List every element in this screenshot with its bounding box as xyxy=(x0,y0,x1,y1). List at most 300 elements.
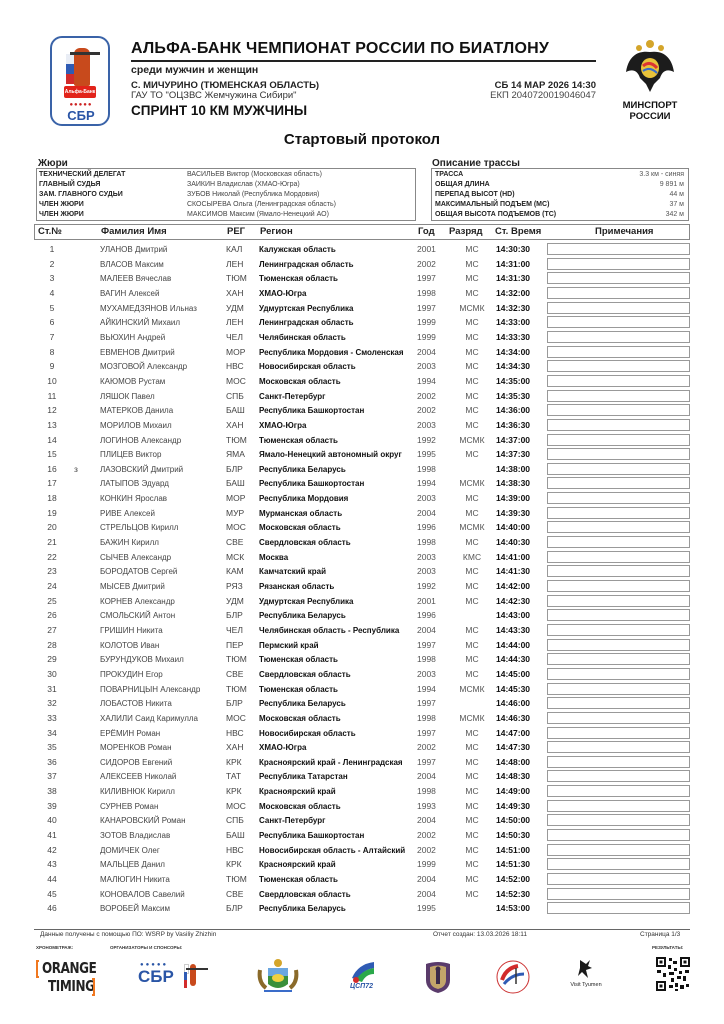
start-number: 11 xyxy=(47,390,57,401)
notes-field[interactable] xyxy=(547,580,690,592)
sport-rank: МС xyxy=(465,668,479,679)
sport-rank: МС xyxy=(465,727,479,738)
region-name: Республика Беларусь xyxy=(259,699,346,709)
notes-field[interactable] xyxy=(547,287,690,299)
birth-year: 2002 xyxy=(417,390,436,401)
course-row xyxy=(435,200,684,210)
start-time: 14:50:30 xyxy=(496,830,531,840)
table-row xyxy=(34,346,690,359)
results-qr-code[interactable] xyxy=(655,956,691,992)
sport-rank: МС xyxy=(465,581,479,591)
region-name: Московская область xyxy=(259,801,341,811)
tyumen-coat-of-arms-icon xyxy=(256,958,300,996)
region-code: УДМ xyxy=(226,302,244,313)
notes-field[interactable] xyxy=(547,785,690,797)
start-number: 32 xyxy=(47,698,57,709)
table-row xyxy=(34,741,690,754)
page-number: Страница 1/3 xyxy=(640,931,681,938)
athlete-name: МОРИЛОВ Михаил xyxy=(100,420,172,430)
col-header-start-time: Ст. Время xyxy=(495,226,542,237)
sport-rank: МС xyxy=(465,287,479,298)
region-name: Московская область xyxy=(259,523,341,533)
table-row xyxy=(34,448,690,461)
birth-year: 2003 xyxy=(417,566,436,577)
region-code: БАШ xyxy=(226,405,245,416)
footer-divider xyxy=(34,929,690,930)
notes-field[interactable] xyxy=(547,477,690,489)
athlete-name: ЗОТОВ Владислав xyxy=(100,831,171,840)
table-row xyxy=(34,390,690,403)
birth-year: 1999 xyxy=(417,859,436,870)
start-time: 14:43:30 xyxy=(496,624,531,635)
title-divider xyxy=(131,60,596,62)
athlete-name: ВЛАСОВ Максим xyxy=(100,259,164,269)
notes-field[interactable] xyxy=(547,814,690,826)
region-name: Тюменская область xyxy=(259,875,338,884)
region-code: НВС xyxy=(226,844,244,855)
notes-field[interactable] xyxy=(547,346,690,358)
birth-year: 2004 xyxy=(417,874,436,884)
course-parameter: ОБЩАЯ ДЛИНА xyxy=(435,181,490,188)
col-header-region: Регион xyxy=(260,226,293,237)
start-number: 29 xyxy=(47,654,57,665)
start-time: 14:41:30 xyxy=(496,566,531,577)
notes-field[interactable] xyxy=(547,536,690,548)
sport-rank: МС xyxy=(465,654,479,665)
notes-field[interactable] xyxy=(547,756,690,768)
birth-year: 1998 xyxy=(417,654,436,665)
notes-field[interactable] xyxy=(547,272,690,284)
course-value: 9 891 м xyxy=(659,181,684,188)
region-code: ХАН xyxy=(226,419,244,430)
region-name: Санкт-Петербург xyxy=(259,816,326,826)
region-name: Новосибирская область - Алтайский xyxy=(259,845,406,855)
athlete-name: АЙКИНСКИЙ Михаил xyxy=(100,318,181,328)
birth-year: 1998 xyxy=(417,786,436,797)
sport-rank: МС xyxy=(465,390,479,401)
sport-rank: МС xyxy=(465,639,479,650)
table-row xyxy=(34,536,690,549)
timing-label: ХРОНОМЕТРАЖ: xyxy=(36,945,74,950)
start-time: 14:44:30 xyxy=(496,654,531,665)
region-code: БЛР xyxy=(226,463,243,474)
region-name: ХМАО-Югра xyxy=(259,420,307,430)
region-name: Камчатский край xyxy=(259,567,327,577)
athlete-name: МОРЕНКОВ Роман xyxy=(100,743,172,753)
athlete-name: ПОВАРНИЦЫН Александр xyxy=(100,684,201,694)
region-name: Челябинская область xyxy=(259,332,346,342)
sport-rank: МС xyxy=(465,507,479,518)
region-code: КРК xyxy=(226,756,242,767)
table-row xyxy=(34,551,690,564)
athlete-name: ЕВМЕНОВ Дмитрий xyxy=(100,347,175,357)
birth-year: 1998 xyxy=(417,463,436,474)
sport-school-shield-icon xyxy=(424,960,452,994)
athlete-name: КОРНЕВ Александр xyxy=(100,596,175,606)
athlete-name: ДОМИЧЕК Олег xyxy=(100,845,160,855)
birth-year: 2002 xyxy=(417,258,436,269)
region-code: КАЛ xyxy=(226,244,243,254)
birth-year: 1997 xyxy=(417,727,436,738)
sport-rank: МС xyxy=(465,493,479,504)
col-header-name: Фамилия Имя xyxy=(101,226,167,237)
notes-field[interactable] xyxy=(547,331,690,343)
birth-year: 2004 xyxy=(417,624,436,635)
course-value: 342 м xyxy=(665,211,684,218)
start-time: 14:51:30 xyxy=(496,859,531,870)
athlete-name: РИВЕ Алексей xyxy=(100,508,155,518)
region-name: Свердловская область xyxy=(259,538,351,547)
start-time: 14:41:00 xyxy=(496,551,531,562)
start-number: 13 xyxy=(47,419,57,430)
sport-rank: МСМК xyxy=(459,434,485,445)
start-time: 14:38:00 xyxy=(496,463,531,474)
region-name: Тюменская область xyxy=(259,655,338,665)
start-number: 31 xyxy=(47,683,57,694)
notes-field[interactable] xyxy=(547,595,690,607)
athlete-name: БОРОДАТОВ Сергей xyxy=(100,567,178,577)
sport-rank: МС xyxy=(465,346,479,357)
region-code: ТЮМ xyxy=(226,654,247,665)
start-time: 14:39:30 xyxy=(496,507,531,518)
region-code: МУР xyxy=(226,507,245,518)
region-name: Пермский край xyxy=(259,640,319,650)
start-number: 4 xyxy=(49,287,55,298)
table-row xyxy=(34,639,690,652)
notes-field[interactable] xyxy=(547,888,690,900)
athlete-name: СЫЧЕВ Александр xyxy=(100,552,172,562)
birth-year: 1998 xyxy=(417,712,436,723)
start-time: 14:30:30 xyxy=(496,244,531,254)
region-code: МСК xyxy=(226,551,245,562)
timing-logo-line1: ORANGE xyxy=(42,959,97,977)
notes-field[interactable] xyxy=(547,360,690,372)
start-number: 25 xyxy=(47,595,57,606)
table-row xyxy=(34,434,690,447)
athlete-name: ЛОГИНОВ Александр xyxy=(100,435,182,445)
region-name: Республика Мордовия - Смоленская xyxy=(259,347,404,357)
notes-field[interactable] xyxy=(547,258,690,270)
region-code: МОС xyxy=(226,800,246,811)
table-row xyxy=(34,258,690,271)
notes-field[interactable] xyxy=(547,902,690,914)
notes-field[interactable] xyxy=(547,434,690,446)
birth-year: 2001 xyxy=(417,244,436,254)
table-row xyxy=(34,785,690,798)
document-title: Стартовый протокол xyxy=(283,131,441,148)
start-number: 23 xyxy=(47,566,57,577)
start-number: 16 xyxy=(47,463,57,474)
athlete-name: ЕРЁМИН Роман xyxy=(100,728,161,738)
athlete-name: КОНКИН Ярослав xyxy=(100,494,168,504)
region-code: ЛЕН xyxy=(226,258,244,269)
athlete-name: МОЗГОВОЙ Александр xyxy=(100,362,188,372)
table-row xyxy=(34,521,690,534)
notes-field[interactable] xyxy=(547,683,690,695)
start-time: 14:44:00 xyxy=(496,639,531,650)
notes-field[interactable] xyxy=(547,302,690,314)
start-number: 34 xyxy=(47,727,57,738)
start-number: 22 xyxy=(47,551,57,562)
notes-field[interactable] xyxy=(547,844,690,856)
biathlon-center-logo-icon xyxy=(496,960,530,994)
notes-field[interactable] xyxy=(547,243,690,255)
athlete-name: УЛАНОВ Дмитрий xyxy=(100,245,168,254)
notes-field[interactable] xyxy=(547,697,690,709)
sport-rank: МС xyxy=(465,830,479,840)
table-row xyxy=(34,814,690,827)
start-time: 14:33:00 xyxy=(496,317,531,328)
start-time: 14:45:30 xyxy=(496,683,531,694)
birth-year: 2002 xyxy=(417,830,436,840)
start-time: 14:47:30 xyxy=(496,742,531,753)
region-code: БЛР xyxy=(226,610,243,621)
course-description-label: Описание трассы xyxy=(432,158,520,169)
athlete-name: КОЛОТОВ Иван xyxy=(100,640,160,650)
athlete-name: ХАЛИЛИ Саид Каримулла xyxy=(100,713,198,723)
start-number: 46 xyxy=(47,903,57,914)
notes-field[interactable] xyxy=(547,463,690,475)
jury-label: Жюри xyxy=(38,158,68,169)
table-row xyxy=(34,595,690,608)
start-time: 14:52:00 xyxy=(496,874,531,884)
notes-field[interactable] xyxy=(547,800,690,812)
table-header xyxy=(34,224,690,240)
region-code: ТЮМ xyxy=(226,273,247,284)
sbr-logo xyxy=(50,36,110,126)
start-number: 24 xyxy=(47,581,57,591)
notes-field[interactable] xyxy=(547,727,690,739)
course-parameter: МАКСИМАЛЬНЫЙ ПОДЪЕМ (MC) xyxy=(435,201,550,208)
region-name: Челябинская область - Республика xyxy=(259,625,400,635)
table-row xyxy=(34,902,690,915)
notes-field[interactable] xyxy=(547,316,690,328)
start-number: 9 xyxy=(49,361,55,372)
race-name: СПРИНТ 10 КМ МУЖЧИНЫ xyxy=(131,103,308,118)
athlete-name: ПЛИЦЕВ Виктор xyxy=(100,450,162,460)
visit-tyumen-beast-icon xyxy=(576,958,596,980)
course-value: 3.3 км - синяя xyxy=(639,171,684,178)
table-row xyxy=(34,756,690,769)
start-number: 38 xyxy=(47,786,57,797)
start-time: 14:42:00 xyxy=(496,581,531,591)
notes-field[interactable] xyxy=(547,404,690,416)
region-name: Тюменская область xyxy=(259,274,338,284)
start-number: 18 xyxy=(47,493,57,504)
athlete-name: ГРИШИН Никита xyxy=(100,625,163,635)
notes-field[interactable] xyxy=(547,624,690,636)
region-code: БАШ xyxy=(226,478,245,489)
notes-field[interactable] xyxy=(547,448,690,460)
course-value: 37 м xyxy=(669,201,684,208)
col-header-rank: Разряд xyxy=(449,226,483,237)
sport-rank: МС xyxy=(465,756,479,767)
start-time: 14:46:30 xyxy=(496,712,531,723)
notes-field[interactable] xyxy=(547,375,690,387)
notes-field[interactable] xyxy=(547,770,690,782)
start-number: 21 xyxy=(47,537,57,547)
table-row xyxy=(34,375,690,388)
athlete-name: ЛАТЫПОВ Эдуард xyxy=(100,479,169,489)
athlete-name: СУРНЕВ Роман xyxy=(100,801,159,811)
table-row xyxy=(34,609,690,622)
start-number: 2 xyxy=(49,258,55,269)
notes-field[interactable] xyxy=(547,521,690,533)
timing-logo-line2: TIMING xyxy=(48,977,95,995)
ekp-number: ЕКП 2040720019046047 xyxy=(490,90,596,101)
start-time: 14:52:30 xyxy=(496,888,531,899)
jury-member-name: ЗУБОВ Николай (Республика Мордовия) xyxy=(187,191,320,198)
athlete-name: СТРЕЛЬЦОВ Кирилл xyxy=(100,523,179,533)
region-name: Красноярский край xyxy=(259,860,336,870)
sport-rank: МС xyxy=(465,844,479,855)
region-code: ЛЕН xyxy=(226,317,244,328)
table-row xyxy=(34,653,690,666)
region-name: Мурманская область xyxy=(259,508,343,518)
birth-year: 2004 xyxy=(417,815,436,826)
region-code: КАМ xyxy=(226,566,244,577)
notes-field[interactable] xyxy=(547,390,690,402)
start-time: 14:45:00 xyxy=(496,668,531,679)
birth-year: 1993 xyxy=(417,800,436,811)
start-number: 43 xyxy=(47,859,57,870)
region-code: ТАТ xyxy=(226,771,242,782)
start-number: 41 xyxy=(47,830,57,840)
region-code: ХАН xyxy=(226,287,244,298)
birth-year: 2004 xyxy=(417,507,436,518)
notes-field[interactable] xyxy=(547,639,690,651)
region-code: ХАН xyxy=(226,742,244,753)
table-row xyxy=(34,477,690,490)
region-code: МОР xyxy=(226,493,246,504)
table-row xyxy=(34,404,690,417)
birth-year: 1997 xyxy=(417,698,436,709)
sport-rank: МСМК xyxy=(459,683,485,694)
notes-field[interactable] xyxy=(547,551,690,563)
sport-rank: КМС xyxy=(462,551,482,562)
region-code: КРК xyxy=(226,859,242,870)
table-row xyxy=(34,331,690,344)
notes-field[interactable] xyxy=(547,873,690,885)
table-row xyxy=(34,565,690,578)
notes-field[interactable] xyxy=(547,712,690,724)
athlete-name: КАНАРОВСКИЙ Роман xyxy=(100,816,186,826)
region-name: Новосибирская область xyxy=(259,728,356,738)
region-code: ЯМА xyxy=(226,449,245,460)
region-name: Республика Башкортостан xyxy=(259,831,365,840)
data-source-note: Данные получены с помощью ПО: WSRP by Vasiliy Zhizhin xyxy=(40,931,217,938)
notes-field[interactable] xyxy=(547,829,690,841)
start-time: 14:34:30 xyxy=(496,361,531,372)
start-number: 3 xyxy=(49,273,55,284)
notes-field[interactable] xyxy=(547,858,690,870)
course-row xyxy=(435,210,684,220)
start-number: 40 xyxy=(47,815,57,826)
start-number: 33 xyxy=(47,712,57,723)
region-name: Московская область xyxy=(259,713,341,723)
table-row xyxy=(34,712,690,725)
sport-rank: МС xyxy=(465,375,479,386)
birth-year: 2004 xyxy=(417,346,436,357)
notes-field[interactable] xyxy=(547,741,690,753)
birth-year: 1995 xyxy=(417,903,436,914)
col-header-start-no: Ст.№ xyxy=(38,226,62,237)
athlete-name: ВАГИН Алексей xyxy=(100,288,160,298)
notes-field[interactable] xyxy=(547,565,690,577)
sbr-logo-text: СБР xyxy=(67,108,95,123)
athlete-name: МАЛЕЕВ Вячеслав xyxy=(100,274,172,284)
notes-field[interactable] xyxy=(547,492,690,504)
birth-year: 1996 xyxy=(417,522,436,533)
athlete-name: БУРУНДУКОВ Михаил xyxy=(100,655,184,665)
start-time: 14:36:30 xyxy=(496,419,531,430)
region-name: Республика Башкортостан xyxy=(259,479,365,489)
athlete-name: ВЬЮХИН Андрей xyxy=(100,332,166,342)
athlete-name: МАЛЮГИН Никита xyxy=(100,875,170,884)
region-code: ЧЕЛ xyxy=(226,624,243,635)
region-name: Тюменская область xyxy=(259,435,338,445)
orange-timing-logo xyxy=(36,960,96,996)
start-time: 14:49:30 xyxy=(496,800,531,811)
athlete-name: ВОРОБЕЙ Максим xyxy=(100,904,170,914)
jury-role: ЧЛЕН ЖЮРИ xyxy=(39,211,84,218)
region-code: РЯЗ xyxy=(226,581,243,591)
athlete-name: МЫСЕВ Дмитрий xyxy=(100,582,165,591)
start-number: 19 xyxy=(47,507,57,518)
notes-field[interactable] xyxy=(547,419,690,431)
notes-field[interactable] xyxy=(547,507,690,519)
birth-year: 1998 xyxy=(417,287,436,298)
birth-year: 1994 xyxy=(417,478,436,489)
region-name: Республика Башкортостан xyxy=(259,406,365,416)
start-number: 17 xyxy=(47,478,57,489)
region-code: ПЕР xyxy=(226,639,244,650)
sport-rank: МСМК xyxy=(459,712,485,723)
start-time: 14:48:30 xyxy=(496,771,531,782)
results-label: РЕЗУЛЬТАТЫ: xyxy=(652,945,684,950)
birth-year: 2004 xyxy=(417,771,436,782)
athlete-mark: з xyxy=(74,463,78,474)
sport-rank: МС xyxy=(465,786,479,797)
region-code: СПБ xyxy=(226,815,244,826)
event-location: С. МИЧУРИНО (ТЮМЕНСКАЯ ОБЛАСТЬ) xyxy=(131,80,320,91)
table-row xyxy=(34,360,690,373)
table-row xyxy=(34,287,690,300)
region-code: БАШ xyxy=(226,830,245,840)
region-name: Ямало-Ненецкий автономный округ xyxy=(259,450,402,460)
region-code: УДМ xyxy=(226,595,244,606)
start-time: 14:43:00 xyxy=(496,610,531,621)
notes-field[interactable] xyxy=(547,609,690,621)
region-code: НВС xyxy=(226,727,244,738)
notes-field[interactable] xyxy=(547,668,690,680)
region-code: МОС xyxy=(226,522,246,533)
region-name: Республика Беларусь xyxy=(259,611,346,621)
table-row xyxy=(34,829,690,842)
athlete-name: МАЛЬЦЕВ Данил xyxy=(100,860,165,870)
region-name: Удмуртская Республика xyxy=(259,596,354,606)
sport-rank: МС xyxy=(465,405,479,416)
start-number: 35 xyxy=(47,742,57,753)
start-time: 14:39:00 xyxy=(496,493,531,504)
notes-field[interactable] xyxy=(547,653,690,665)
sport-rank: МС xyxy=(465,624,479,635)
table-row xyxy=(34,800,690,813)
athlete-name: АЛЕКСЕЕВ Николай xyxy=(100,772,177,782)
start-time: 14:37:30 xyxy=(496,449,531,460)
table-row xyxy=(34,243,690,256)
minsport-line1: МИНСПОРТ xyxy=(622,100,678,111)
